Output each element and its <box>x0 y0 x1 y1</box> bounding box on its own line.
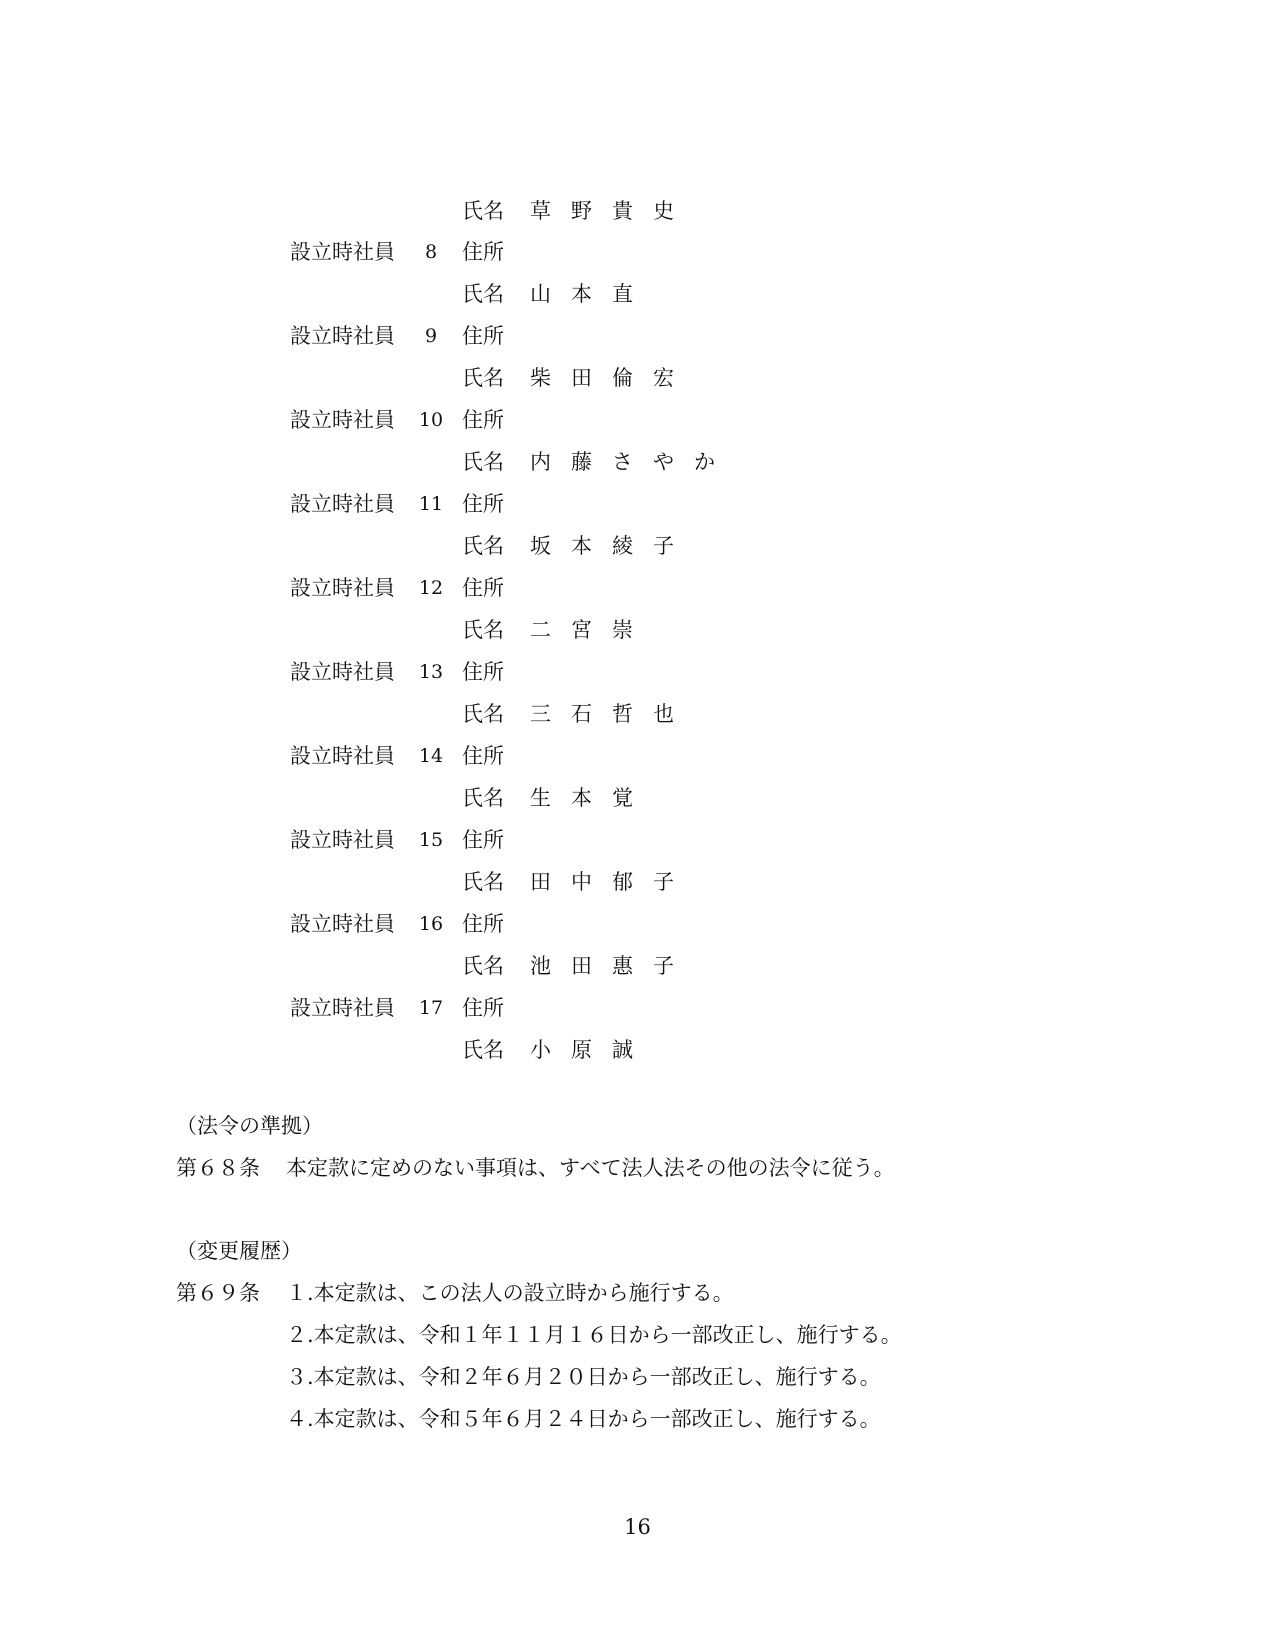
member-name: 柴田倫宏 <box>530 366 694 390</box>
member-label: 設立時社員 <box>290 912 395 936</box>
article-69-label: 第６９条 <box>176 1281 260 1305</box>
member-label: 設立時社員 <box>290 492 395 516</box>
member-label: 設立時社員 <box>290 576 395 600</box>
field-label: 住所 <box>462 408 504 432</box>
field-label: 住所 <box>462 240 504 264</box>
member-name: 池田惠子 <box>530 954 694 978</box>
member-number: 16 <box>418 913 444 935</box>
member-name: 田中郁子 <box>530 870 694 894</box>
field-label: 氏名 <box>462 534 504 558</box>
member-number: 13 <box>418 661 444 683</box>
member-name: 山本直 <box>530 282 653 306</box>
member-number: 11 <box>418 493 444 515</box>
member-label: 設立時社員 <box>290 408 395 432</box>
page-number: 16 <box>624 1515 651 1539</box>
field-label: 氏名 <box>462 870 504 894</box>
member-name: 内藤さやか <box>530 450 735 474</box>
field-label: 氏名 <box>462 1038 504 1062</box>
field-label: 氏名 <box>462 450 504 474</box>
field-label: 住所 <box>462 744 504 768</box>
member-name: 小原誠 <box>530 1038 653 1062</box>
history-item: ２.本定款は、令和１年１１月１６日から一部改正し、施行する。 <box>286 1323 902 1347</box>
article-68-heading: （法令の準拠） <box>176 1114 323 1138</box>
history-item: ３.本定款は、令和２年６月２０日から一部改正し、施行する。 <box>286 1365 881 1389</box>
field-label: 住所 <box>462 828 504 852</box>
member-label: 設立時社員 <box>290 744 395 768</box>
field-label: 氏名 <box>462 618 504 642</box>
field-label: 氏名 <box>462 954 504 978</box>
member-name: 二宮崇 <box>530 618 653 642</box>
history-item: １.本定款は、この法人の設立時から施行する。 <box>286 1281 734 1305</box>
member-number: 17 <box>418 997 444 1019</box>
field-label: 住所 <box>462 324 504 348</box>
field-label: 住所 <box>462 660 504 684</box>
member-label: 設立時社員 <box>290 240 395 264</box>
member-label: 設立時社員 <box>290 324 395 348</box>
member-name: 坂本綾子 <box>530 534 694 558</box>
member-name: 草野貴史 <box>530 199 694 223</box>
member-number: 8 <box>424 241 438 263</box>
member-number: 9 <box>424 325 438 347</box>
field-label: 氏名 <box>462 702 504 726</box>
field-label: 住所 <box>462 996 504 1020</box>
field-label: 住所 <box>462 912 504 936</box>
article-68-text: 本定款に定めのない事項は、すべて法人法その他の法令に従う。 <box>286 1156 895 1180</box>
member-label: 設立時社員 <box>290 660 395 684</box>
member-label: 設立時社員 <box>290 996 395 1020</box>
member-label: 設立時社員 <box>290 828 395 852</box>
field-label: 氏名 <box>462 282 504 306</box>
field-label: 氏名 <box>462 366 504 390</box>
field-label: 氏名 <box>462 199 504 223</box>
member-number: 12 <box>418 577 444 599</box>
member-name: 三石哲也 <box>530 702 694 726</box>
article-69-heading: （変更履歴） <box>176 1239 302 1263</box>
field-label: 住所 <box>462 576 504 600</box>
member-number: 15 <box>418 829 444 851</box>
field-label: 氏名 <box>462 786 504 810</box>
history-item: ４.本定款は、令和５年６月２４日から一部改正し、施行する。 <box>286 1407 881 1431</box>
article-68-label: 第６８条 <box>176 1156 260 1180</box>
member-number: 10 <box>418 409 444 431</box>
member-name: 生本覚 <box>530 786 653 810</box>
field-label: 住所 <box>462 492 504 516</box>
member-number: 14 <box>418 745 444 767</box>
